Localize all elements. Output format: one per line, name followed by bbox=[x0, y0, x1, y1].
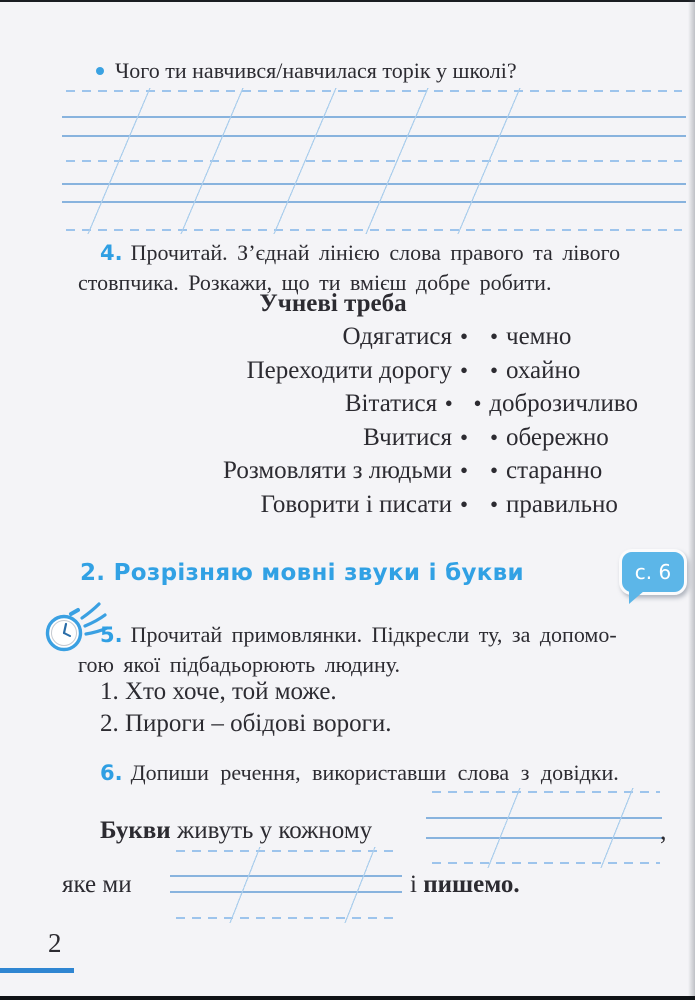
match-left-word: Говорити і писати bbox=[260, 490, 452, 518]
match-row bbox=[78, 387, 638, 421]
match-left-word: Вчитися bbox=[363, 423, 452, 451]
exercise6-number: 6. bbox=[100, 761, 123, 785]
saying-item: 1. Хто хоче, той може. bbox=[100, 678, 337, 705]
match-right-word: обережно bbox=[506, 423, 609, 451]
footer-rule bbox=[0, 968, 74, 973]
exercise4-instruction bbox=[78, 238, 630, 298]
exercise6-instruction bbox=[78, 758, 630, 788]
instruction-line: Допиши речення, використавши слова з довідки. bbox=[130, 760, 619, 785]
match-row bbox=[78, 320, 638, 354]
exercise5-instruction bbox=[78, 620, 630, 680]
writing-lines-block bbox=[60, 84, 688, 236]
connector-dot-left: • bbox=[459, 357, 469, 383]
exercise5-number: 5. bbox=[100, 623, 123, 647]
match-row bbox=[78, 354, 638, 388]
match-right-word: доброзичливо bbox=[489, 390, 638, 417]
scan-edge-top bbox=[0, 0, 695, 2]
saying-item: 2. Пироги – обідові вороги. bbox=[100, 710, 392, 737]
connector-dot-left: • bbox=[459, 458, 469, 483]
connector-dot-right: • bbox=[473, 391, 482, 416]
instruction-line: гою якої підбадьорюють людину. bbox=[78, 652, 401, 677]
sentence-rest: живуть у кожному bbox=[170, 817, 373, 844]
match-left-word: Переходити дорогу bbox=[246, 356, 452, 384]
connector-dot-right: • bbox=[489, 458, 499, 483]
sentence-comma: , bbox=[660, 816, 667, 845]
exercise4-number: 4. bbox=[100, 241, 123, 265]
section-title: 2. Розрізняю мовні звуки і букви bbox=[80, 560, 524, 586]
matching-list bbox=[78, 320, 638, 521]
match-row bbox=[78, 488, 638, 522]
match-right-word: чемно bbox=[506, 323, 572, 350]
connector-dot-left: • bbox=[459, 424, 469, 450]
match-row bbox=[78, 454, 638, 488]
connector-dot-left: • bbox=[459, 324, 469, 349]
connector-dot-right: • bbox=[489, 424, 499, 450]
match-right-word: охайно bbox=[506, 356, 581, 384]
connector-dot-right: • bbox=[489, 324, 499, 349]
writing-blank bbox=[168, 845, 404, 925]
connector-dot-right: • bbox=[489, 357, 499, 383]
page-ref-text: с. 6 bbox=[634, 560, 672, 584]
question-row bbox=[96, 58, 656, 84]
bullet-icon bbox=[96, 67, 104, 75]
page-ref-badge bbox=[619, 549, 687, 595]
sentence2-end bbox=[410, 871, 520, 899]
instruction-line: Прочитай примовлянки. Підкресли ту, за допомо- bbox=[130, 622, 617, 647]
scan-edge-bottom bbox=[0, 996, 695, 1000]
connector-dot-right: • bbox=[489, 491, 499, 517]
sentence-bold-word: Букви bbox=[100, 817, 171, 844]
sentence-start bbox=[100, 817, 372, 845]
match-row bbox=[78, 421, 638, 455]
sentence-bold-word: пишемо. bbox=[423, 871, 520, 898]
match-left-word: Одягатися bbox=[342, 323, 452, 350]
match-left-word: Вітатися bbox=[344, 390, 438, 417]
question-text: Чого ти навчився/навчилася торік у школі? bbox=[115, 58, 517, 83]
connector-dot-left: • bbox=[459, 491, 469, 517]
page-number: 2 bbox=[48, 928, 62, 958]
sentence2-start: яке ми bbox=[62, 871, 132, 898]
match-right-word: старанно bbox=[506, 457, 603, 484]
writing-blank bbox=[424, 786, 664, 870]
sentence-conjunction: і bbox=[410, 871, 424, 898]
instruction-line: Прочитай. З’єднай лінією слова правого та лівого bbox=[130, 240, 621, 265]
connector-dot-left: • bbox=[444, 391, 453, 416]
exercise4-heading: Учневі треба bbox=[259, 290, 407, 317]
scan-edge-right bbox=[688, 0, 695, 1000]
instruction-line: стовпчика. Розкажи, що ти вмієш добре робити. bbox=[78, 270, 552, 295]
match-right-word: правильно bbox=[506, 490, 618, 518]
match-left-word: Розмовляти з людьми bbox=[223, 457, 452, 484]
